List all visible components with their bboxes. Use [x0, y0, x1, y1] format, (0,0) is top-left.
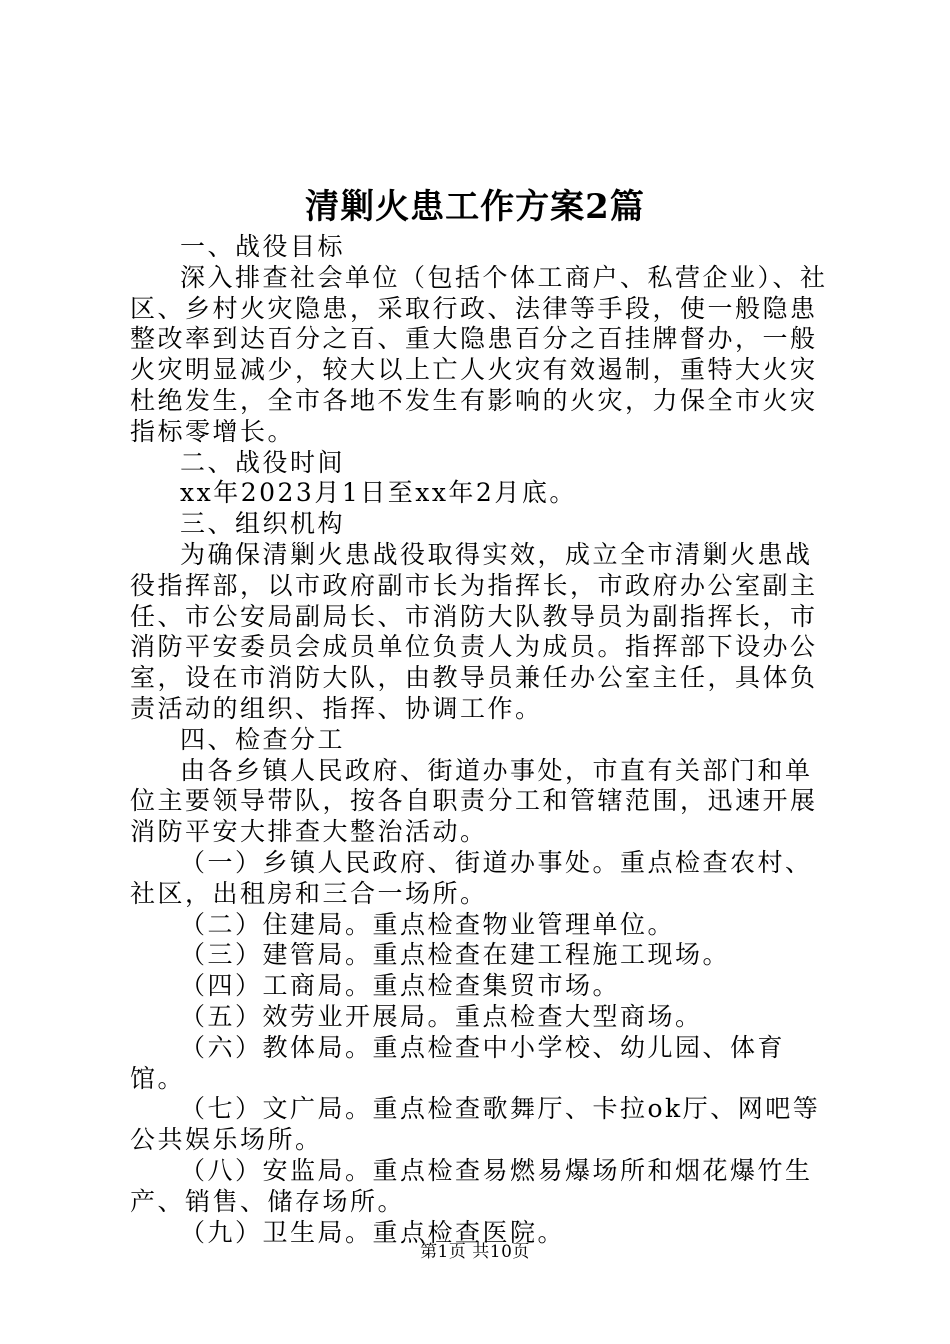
list-item: （九）卫生局。重点检查医院。 — [180, 1217, 566, 1247]
list-item: （一）乡镇人民政府、街道办事处。重点检查农村、社区，出租房和三合一场所。 — [130, 847, 813, 908]
list-item: （三）建管局。重点检查在建工程施工现场。 — [180, 940, 731, 970]
page-number-footer: 第1页 共10页 — [420, 1242, 530, 1262]
paragraph-goal: 深入排查社会单位（包括个体工商户、私营企业）、社区、乡村火灾隐患，采取行政、法律等手段，使一般隐患整改率到达百分之百、重大隐患百分之百挂牌督办，一般火灾明显减少，较大以上亡人火灾有效遏制，重特大火灾杜绝发生，全市各地不发生有影响的火灾，力保全市火灾指标零增长。 — [130, 262, 828, 446]
list-item: （八）安监局。重点检查易燃易爆场所和烟花爆竹生产、销售、储存场所。 — [130, 1155, 813, 1216]
paragraph-organization: 为确保清剿火患战役取得实效，成立全市清剿火患战役指挥部，以市政府副市长为指挥长，市政府办公室副主任、市公安局副局长、市消防大队教导员为副指挥长，市消防平安委员会成员单位负责人为成员。指挥部下设办公室，设在市消防大队，由教导员兼任办公室主任，具体负责活动的组织、指挥、协调工作。 — [130, 539, 818, 723]
section-heading-2: 二、战役时间 — [180, 447, 346, 477]
list-item: （二）住建局。重点检查物业管理单位。 — [180, 909, 676, 939]
section-heading-4: 四、检查分工 — [180, 724, 346, 754]
paragraph-time: xx年2023月1日至xx年2月底。 — [180, 478, 577, 508]
list-item: （五）效劳业开展局。重点检查大型商场。 — [180, 1001, 703, 1031]
document-body — [130, 232, 835, 1248]
section-heading-3: 三、组织机构 — [180, 509, 346, 539]
list-item: （六）教体局。重点检查中小学校、幼儿园、体育馆。 — [130, 1032, 786, 1093]
paragraph-division: 由各乡镇人民政府、街道办事处，市直有关部门和单位主要领导带队，按各自职责分工和管辖范围，迅速开展消防平安大排查大整治活动。 — [130, 755, 818, 847]
document-title: 清剿火患工作方案2篇 — [305, 187, 645, 227]
list-item: （四）工商局。重点检查集贸市场。 — [180, 971, 621, 1001]
list-item: （七）文广局。重点检查歌舞厅、卡拉ok厅、网吧等公共娱乐场所。 — [130, 1094, 821, 1155]
section-heading-1: 一、战役目标 — [180, 232, 346, 261]
